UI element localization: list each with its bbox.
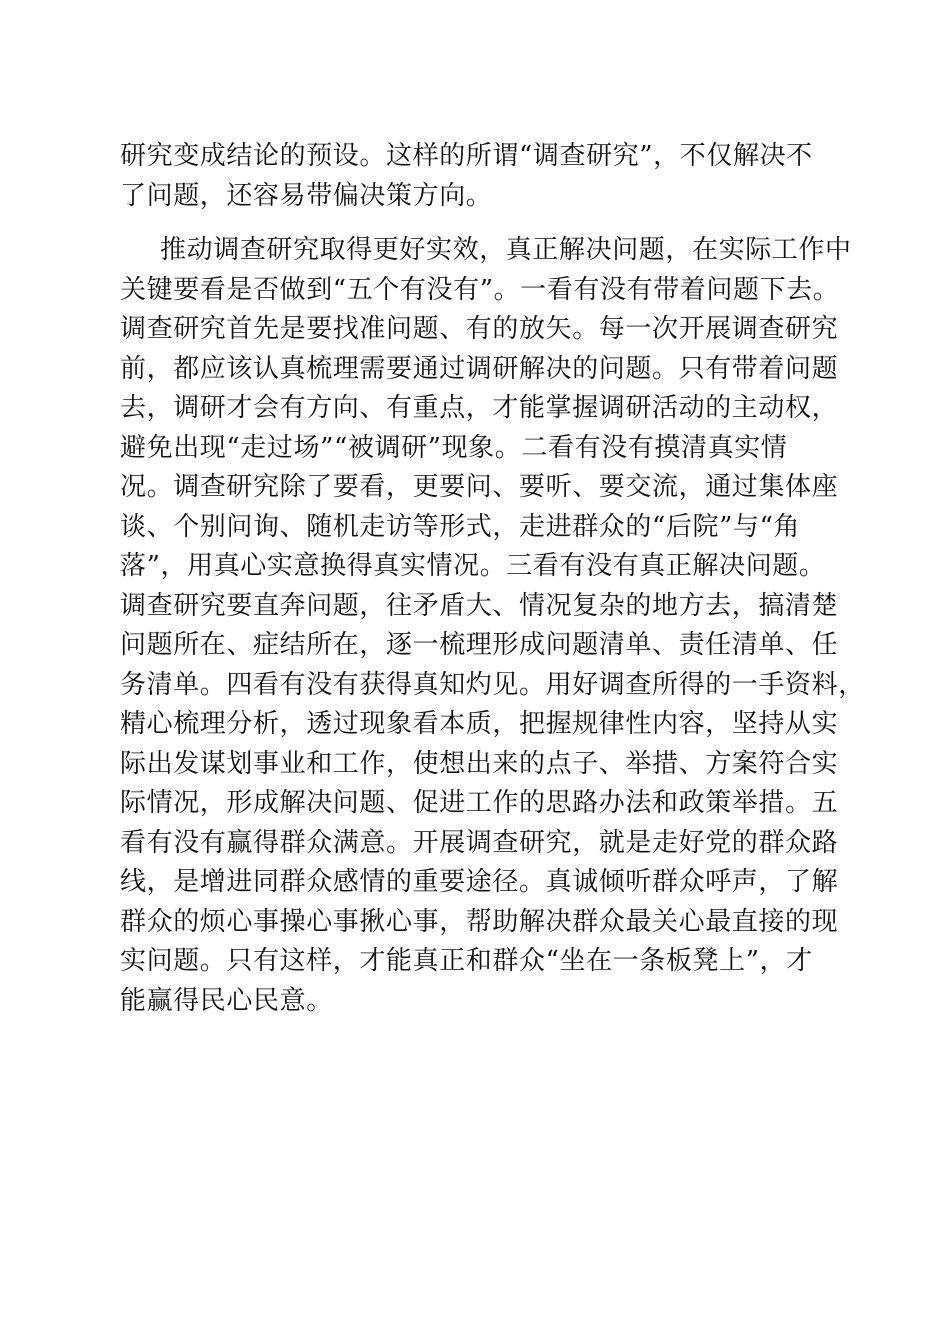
text-line: 谈、个别问询、随机走访等形式，走进群众的“后院”与“角 xyxy=(120,511,801,542)
text-line: 实问题。只有这样，才能真正和群众“坐在一条板凳上”，才 xyxy=(120,946,813,976)
text-line: 去，调研才会有方向、有重点，才能掌握调研活动的主动权， xyxy=(120,393,839,423)
text-line: 了问题，还容易带偏决策方向。 xyxy=(120,180,493,211)
text-line: 关键要看是否做到“五个有没有”。一看有没有带着问题下去。 xyxy=(120,274,840,305)
text-line: 务清单。四看有没有获得真知灼见。用好调查所得的一手资料， xyxy=(120,669,865,700)
text-line: 看有没有赢得群众满意。开展调查研究，就是走好党的群众路 xyxy=(120,827,839,858)
text-line: 精心梳理分析，透过现象看本质，把握规律性内容，坚持从实 xyxy=(120,709,839,739)
document-body xyxy=(120,137,865,1021)
paragraph-spacing xyxy=(120,216,832,231)
text-line: 调查研究要直奔问题，往矛盾大、情况复杂的地方去，搞清楚 xyxy=(120,590,839,621)
text-line: 线，是增进同群众感情的重要途径。真诚倾听群众呼声，了解 xyxy=(120,867,839,897)
text-line: 群众的烦心事操心事揪心事，帮助解决群众最关心最直接的现 xyxy=(120,906,839,937)
text-line: 问题所在、症结所在，逐一梳理形成问题清单、责任清单、任 xyxy=(120,630,839,660)
paragraph-2 xyxy=(120,231,865,1021)
text-line: 落”，用真心实意换得真实情况。三看有没有真正解决问题。 xyxy=(120,551,826,581)
text-line: 前，都应该认真梳理需要通过调研解决的问题。只有带着问题 xyxy=(120,353,839,384)
text-line: 调查研究首先是要找准问题、有的放矢。每一次开展调查研究 xyxy=(120,314,839,344)
text-line: 况。调查研究除了要看，更要问、要听、要交流，通过集体座 xyxy=(120,472,839,502)
text-line: 推动调查研究取得更好实效，真正解决问题，在实际工作中 xyxy=(160,235,852,265)
text-line: 际情况，形成解决问题、促进工作的思路办法和政策举措。五 xyxy=(120,788,839,818)
text-line: 际出发谋划事业和工作，使想出来的点子、举措、方案符合实 xyxy=(120,748,839,779)
text-line: 研究变成结论的预设。这样的所谓“调查研究”，不仅解决不 xyxy=(120,141,813,171)
text-line: 能赢得民心民意。 xyxy=(120,985,333,1016)
text-line: 避免出现“走过场”“被调研”现象。二看有没有摸清真实情 xyxy=(120,432,788,463)
paragraph-1 xyxy=(120,137,832,216)
